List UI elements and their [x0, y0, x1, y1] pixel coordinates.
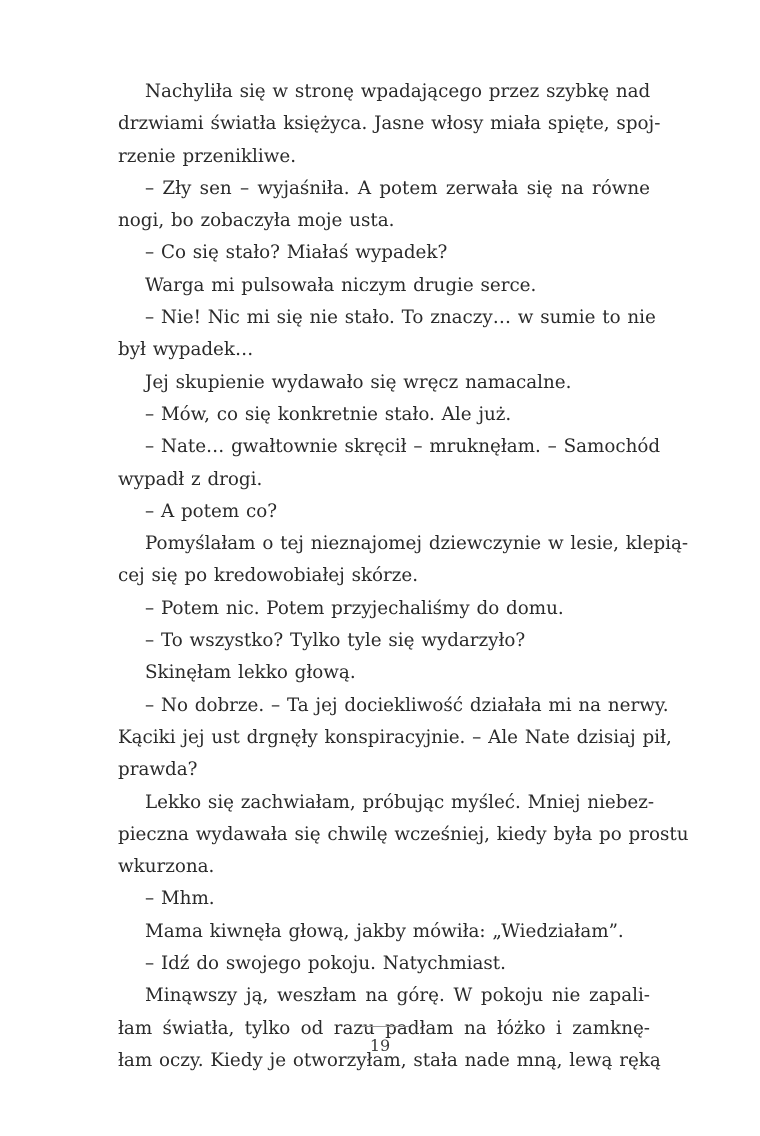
- text-line: – A potem co?: [145, 500, 278, 522]
- text-line: – Nate… gwałtownie skręcił – mruknęłam. – Samochód: [145, 436, 661, 458]
- text-line: prawda?: [118, 759, 198, 781]
- text-line: drzwiami światła księżyca. Jasne włosy miała spięte, spoj-: [118, 113, 661, 135]
- text-line: – To wszystko? Tylko tyle się wydarzyło?: [145, 630, 526, 652]
- text-line: – Zły sen – wyjaśniła. A potem zerwała się na równe: [145, 177, 650, 199]
- text-line: był wypadek…: [118, 339, 254, 361]
- text-line: Pomyślałam o tej nieznajomej dziewczynie w lesie, klepią-: [145, 533, 689, 555]
- text-line: – Idź do swojego pokoju. Natychmiast.: [145, 953, 506, 975]
- body-text: [118, 76, 689, 1077]
- text-line: Mama kiwnęła głową, jakby mówiła: „Wiedziałam”.: [145, 920, 624, 942]
- text-line: Warga mi pulsowała niczym drugie serce.: [145, 274, 537, 296]
- text-line: rzenie przenikliwe.: [118, 145, 297, 167]
- text-line: łam światła, tylko od razu padłam na łóżko i zamknę-: [118, 1017, 650, 1039]
- text-line: łam oczy. Kiedy je otworzyłam, stała nade mną, lewą ręką: [118, 1049, 661, 1071]
- text-line: Skinęłam lekko głową.: [145, 662, 356, 684]
- text-line: Nachyliła się w stronę wpadającego przez szybkę nad: [145, 81, 651, 102]
- text-line: cej się po kredowobiałej skórze.: [118, 565, 419, 587]
- text-line: nogi, bo zobaczyła moje usta.: [118, 210, 395, 232]
- text-line: pieczna wydawała się chwilę wcześniej, kiedy była po prostu: [118, 823, 689, 845]
- text-line: wkurzona.: [118, 856, 215, 878]
- text-line: Lekko się zachwiałam, próbując myśleć. Mniej niebez-: [145, 791, 655, 813]
- page-number: 19: [369, 1036, 391, 1055]
- text-line: – No dobrze. – Ta jej dociekliwość działała mi na nerwy.: [145, 694, 669, 716]
- text-line: Jej skupienie wydawało się wręcz namacalne.: [145, 371, 572, 393]
- text-line: – Nie! Nic mi się nie stało. To znaczy… w sumie to nie: [145, 307, 656, 329]
- text-line: – Mów, co się konkretnie stało. Ale już.: [145, 403, 512, 425]
- text-line: Kąciki jej ust drgnęły konspiracyjnie. – Ale Nate dzisiaj pił,: [118, 726, 672, 748]
- text-line: wypadł z drogi.: [118, 468, 263, 490]
- text-line: Minąwszy ją, weszłam na górę. W pokoju nie zapali-: [145, 985, 650, 1007]
- text-line: – Co się stało? Miałaś wypadek?: [145, 242, 448, 264]
- text-line: – Mhm.: [145, 888, 215, 910]
- footer-rule: [361, 1026, 409, 1027]
- text-line: – Potem nic. Potem przyjechaliśmy do domu.: [145, 597, 564, 619]
